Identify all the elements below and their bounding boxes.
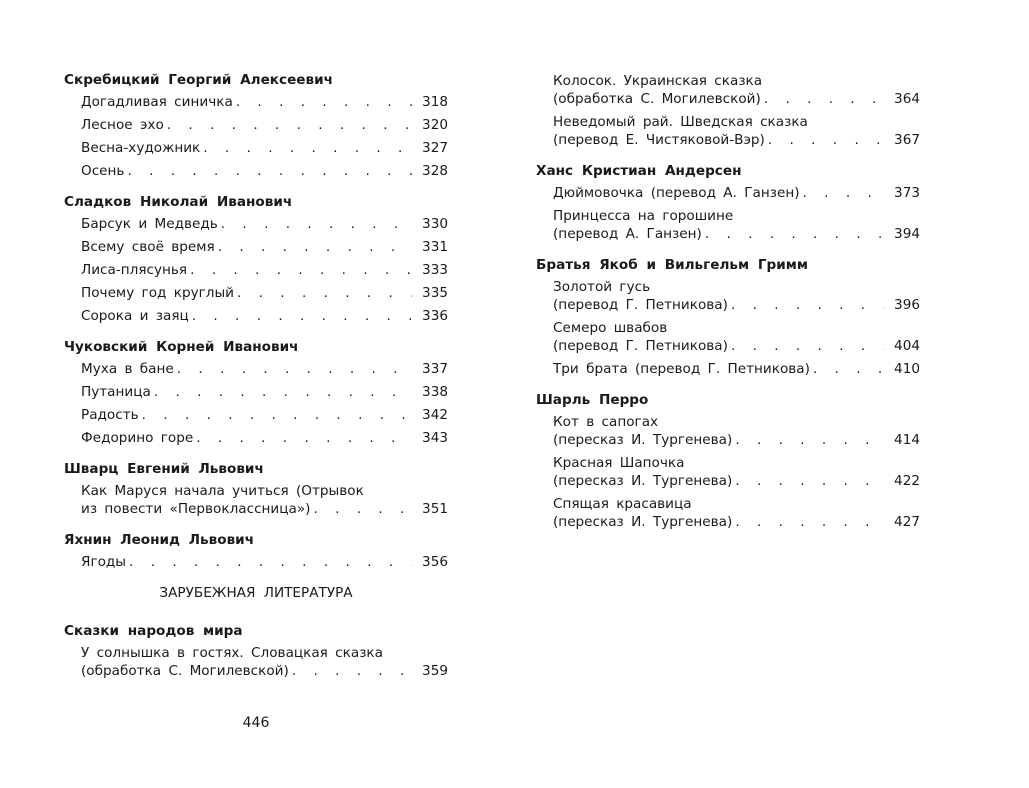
- toc-entry[interactable]: [81, 93, 448, 111]
- entry-title: Как Маруся начала учиться (Отрывок: [81, 483, 364, 499]
- entry-title: Радость: [81, 407, 139, 423]
- entry-page-number: 343: [422, 430, 448, 446]
- entry-title: (пересказ И. Тургенева): [553, 473, 733, 489]
- entry-page-number: 327: [422, 140, 448, 156]
- toc-right-column: [536, 72, 920, 545]
- dot-leader: [200, 139, 412, 157]
- entry-page-number: 404: [894, 338, 920, 354]
- entry-line: [553, 495, 920, 513]
- toc-entry[interactable]: [81, 553, 448, 571]
- entry-line: [553, 513, 920, 531]
- toc-entry[interactable]: [553, 454, 920, 490]
- entry-page-number: 337: [422, 361, 448, 377]
- entry-title: Принцесса на горошине: [553, 208, 734, 224]
- entry-list: [553, 413, 920, 531]
- entry-page-number: 342: [422, 407, 448, 423]
- entry-line: [81, 360, 448, 378]
- toc-entry[interactable]: [81, 139, 448, 157]
- entry-list: [81, 93, 448, 180]
- entry-title: Кот в сапогах: [553, 414, 659, 430]
- dot-leader: [765, 131, 884, 149]
- entry-list: [81, 360, 448, 447]
- dot-leader: [124, 162, 412, 180]
- entry-title: из повести «Первоклассница»): [81, 501, 311, 517]
- entry-page-number: 394: [894, 226, 920, 242]
- dot-leader: [215, 238, 412, 256]
- author-name: Братья Якоб и Вильгельм Гримм: [536, 257, 809, 273]
- entry-line: [553, 296, 920, 314]
- dot-leader: [732, 472, 884, 490]
- entry-line: [553, 360, 920, 378]
- entry-page-number: 320: [422, 117, 448, 133]
- author-name: Яхнин Леонид Львович: [64, 532, 255, 548]
- entry-page-number: 328: [422, 163, 448, 179]
- toc-entry[interactable]: [81, 284, 448, 302]
- entry-title: Сорока и заяц: [81, 308, 189, 324]
- dot-leader: [164, 116, 412, 134]
- dot-leader: [800, 184, 884, 202]
- entry-page-number: 330: [422, 216, 448, 232]
- entry-title: Семеро швабов: [553, 320, 668, 336]
- entry-title: Три брата (перевод Г. Петникова): [553, 361, 810, 377]
- entry-page-number: 351: [422, 501, 448, 517]
- continued-entries: [536, 72, 920, 149]
- dot-leader: [234, 284, 412, 302]
- entry-title: Муха в бане: [81, 361, 174, 377]
- entry-title: (перевод Е. Чистяковой-Вэр): [553, 132, 765, 148]
- left-author-list: [64, 72, 448, 571]
- author-name: Шарль Перро: [536, 392, 649, 408]
- entry-title: Путаница: [81, 384, 151, 400]
- entry-line: [81, 429, 448, 447]
- entry-title: Колосок. Украинская сказка: [553, 73, 763, 89]
- dot-leader: [702, 225, 884, 243]
- dot-leader: [310, 500, 412, 518]
- entry-title: Лесное эхо: [81, 117, 164, 133]
- toc-entry[interactable]: [81, 406, 448, 424]
- toc-entry[interactable]: [81, 238, 448, 256]
- entry-title: Догадливая синичка: [81, 94, 233, 110]
- entry-list: [81, 482, 448, 518]
- entry-line: [553, 184, 920, 202]
- toc-entry[interactable]: [81, 215, 448, 233]
- toc-entry[interactable]: [553, 72, 920, 108]
- dot-leader: [187, 261, 412, 279]
- dot-leader: [728, 337, 884, 355]
- entry-line: [553, 207, 920, 225]
- dot-leader: [761, 90, 884, 108]
- entry-page-number: 359: [422, 663, 448, 679]
- entry-list: [81, 215, 448, 325]
- author-name: Скребицкий Георгий Алексеевич: [64, 72, 333, 88]
- dot-leader: [126, 553, 412, 571]
- entry-line: [81, 406, 448, 424]
- entry-line: [81, 553, 448, 571]
- entry-line: [81, 261, 448, 279]
- toc-entry[interactable]: [553, 184, 920, 202]
- entry-title: (пересказ И. Тургенева): [553, 514, 733, 530]
- foreign-author-list: [64, 623, 448, 680]
- entry-title: (обработка С. Могилевской): [553, 91, 761, 107]
- entry-page-number: 364: [894, 91, 920, 107]
- dot-leader: [151, 383, 412, 401]
- foreign-literature-heading: ЗАРУБЕЖНАЯ ЛИТЕРАТУРА: [159, 585, 353, 601]
- dot-leader: [732, 513, 884, 531]
- entry-list: [553, 184, 920, 243]
- dot-leader: [289, 662, 412, 680]
- entry-page-number: 427: [894, 514, 920, 530]
- toc-entry[interactable]: [81, 261, 448, 279]
- dot-leader: [233, 93, 412, 111]
- entry-title: У солнышка в гостях. Словацкая сказка: [81, 645, 383, 661]
- entry-page-number: 414: [894, 432, 920, 448]
- entry-line: [553, 131, 920, 149]
- entry-page-number: 331: [422, 239, 448, 255]
- dot-leader: [810, 360, 884, 378]
- entry-title: (обработка С. Могилевской): [81, 663, 289, 679]
- toc-entry[interactable]: [81, 383, 448, 401]
- entry-title: (перевод А. Ганзен): [553, 226, 702, 242]
- entry-title: Барсук и Медведь: [81, 216, 218, 232]
- entry-line: [81, 215, 448, 233]
- entry-line: [553, 337, 920, 355]
- entry-line: [553, 72, 920, 90]
- entry-page-number: 396: [894, 297, 920, 313]
- toc-entry[interactable]: [81, 644, 448, 680]
- entry-page-number: 410: [894, 361, 920, 377]
- entry-line: [81, 500, 448, 518]
- entry-line: [81, 662, 448, 680]
- entry-title: Лиса-плясунья: [81, 262, 188, 278]
- entry-title: Золотой гусь: [553, 279, 651, 295]
- entry-page-number: 333: [422, 262, 448, 278]
- entry-line: [81, 307, 448, 325]
- entry-line: [553, 225, 920, 243]
- author-section: [64, 532, 448, 571]
- entry-line: [81, 284, 448, 302]
- entry-title: Ягоды: [81, 554, 127, 570]
- author-section: [536, 257, 920, 378]
- entry-list: [553, 278, 920, 378]
- toc-entry[interactable]: [81, 429, 448, 447]
- entry-title: (перевод Г. Петникова): [553, 338, 728, 354]
- entry-page-number: 338: [422, 384, 448, 400]
- entry-line: [81, 93, 448, 111]
- entry-page-number: 318: [422, 94, 448, 110]
- toc-entry[interactable]: [81, 482, 448, 518]
- entry-line: [81, 644, 448, 662]
- entry-list: [81, 644, 448, 680]
- entry-title: Почему год круглый: [81, 285, 235, 301]
- entry-page-number: 367: [894, 132, 920, 148]
- toc-entry[interactable]: [81, 162, 448, 180]
- toc-entry[interactable]: [553, 207, 920, 243]
- entry-line: [553, 319, 920, 337]
- entry-line: [81, 238, 448, 256]
- entry-page-number: 373: [894, 185, 920, 201]
- entry-page-number: 336: [422, 308, 448, 324]
- entry-page-number: 335: [422, 285, 448, 301]
- toc-entry[interactable]: [81, 116, 448, 134]
- entry-line: [81, 116, 448, 134]
- author-section: [536, 392, 920, 531]
- entry-title: Весна-художник: [81, 140, 201, 156]
- entry-title: Неведомый рай. Шведская сказка: [553, 114, 808, 130]
- dot-leader: [174, 360, 412, 378]
- dot-leader: [193, 429, 412, 447]
- entry-page-number: 422: [894, 473, 920, 489]
- author-name: Ханс Кристиан Андерсен: [536, 163, 742, 179]
- entry-list: [81, 553, 448, 571]
- toc-entry[interactable]: [553, 413, 920, 449]
- entry-line: [553, 278, 920, 296]
- author-name: Сказки народов мира: [64, 623, 243, 639]
- dot-leader: [732, 431, 884, 449]
- dot-leader: [728, 296, 884, 314]
- author-section: [64, 72, 448, 180]
- dot-leader: [139, 406, 412, 424]
- author-section: [64, 461, 448, 518]
- toc-entry[interactable]: [553, 319, 920, 355]
- toc-entry[interactable]: [553, 360, 920, 378]
- entry-line: [81, 139, 448, 157]
- entry-title: Спящая красавица: [553, 496, 692, 512]
- toc-entry[interactable]: [81, 307, 448, 325]
- author-section: [64, 339, 448, 447]
- author-name: Шварц Евгений Львович: [64, 461, 264, 477]
- author-name: Сладков Николай Иванович: [64, 194, 293, 210]
- entry-title: Федорино горе: [81, 430, 194, 446]
- entry-title: Дюймовочка (перевод А. Ганзен): [553, 185, 800, 201]
- author-name: Чуковский Корней Иванович: [64, 339, 299, 355]
- entry-title: Красная Шапочка: [553, 455, 685, 471]
- author-section: [64, 194, 448, 325]
- entry-line: [553, 90, 920, 108]
- entry-list: [553, 72, 920, 149]
- entry-title: Осень: [81, 163, 125, 179]
- entry-line: [553, 431, 920, 449]
- entry-page-number: 356: [422, 554, 448, 570]
- entry-line: [553, 113, 920, 131]
- toc-entry[interactable]: [81, 360, 448, 378]
- dot-leader: [189, 307, 412, 325]
- entry-line: [81, 482, 448, 500]
- entry-line: [553, 413, 920, 431]
- entry-line: [553, 472, 920, 490]
- entry-title: (перевод Г. Петникова): [553, 297, 728, 313]
- entry-line: [81, 162, 448, 180]
- entry-title: (пересказ И. Тургенева): [553, 432, 733, 448]
- page-number: 446: [242, 715, 270, 731]
- toc-left-column: [64, 72, 448, 694]
- dot-leader: [218, 215, 412, 233]
- toc-entry[interactable]: [553, 495, 920, 531]
- entry-line: [81, 383, 448, 401]
- right-author-list: [536, 163, 920, 531]
- toc-entry[interactable]: [553, 278, 920, 314]
- author-section: [536, 163, 920, 243]
- entry-line: [553, 454, 920, 472]
- author-section: [64, 623, 448, 680]
- entry-title: Всему своё время: [81, 239, 215, 255]
- toc-entry[interactable]: [553, 113, 920, 149]
